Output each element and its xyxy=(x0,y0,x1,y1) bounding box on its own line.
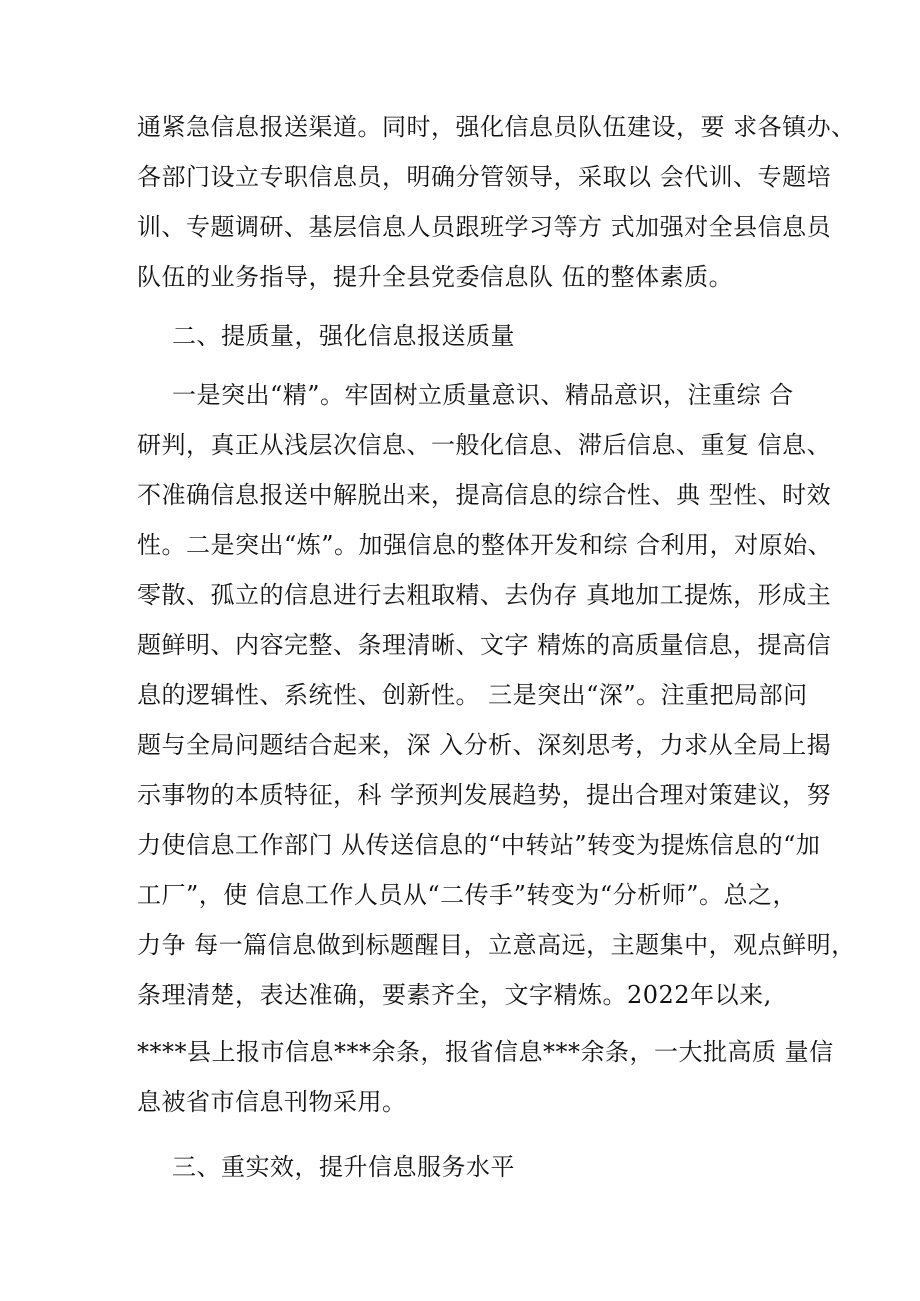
text-line: 零散、孤立的信息进行去粗取精、去伪存 真地加工提炼，形成主 xyxy=(137,581,832,609)
text-line: 各部门设立专职信息员，明确分管领导，采取以 会代训、专题培 xyxy=(137,163,832,191)
text-line: 示事物的本质特征，科 学预判发展趋势，提出合理对策建议，努 xyxy=(137,781,832,809)
text-line: 力争 每一篇信息做到标题醒目，立意高远，主题集中，观点鲜明， xyxy=(137,931,856,959)
section-heading: 三、重实效，提升信息服务水平 xyxy=(172,1153,515,1181)
text-line: 性。二是突出“炼”。加强信息的整体开发和综 合利用，对原始、 xyxy=(137,531,833,559)
text-line: 力使信息工作部门 从传送信息的“中转站”转变为提炼信息的“加 xyxy=(137,831,821,859)
text-line: 训、专题调研、基层信息人员跟班学习等方 式加强对全县信息员 xyxy=(137,213,832,241)
text-line: 题鲜明、内容完整、条理清晰、文字 精炼的高质量信息，提高信 xyxy=(137,631,832,659)
text-line: 息的逻辑性、系统性、创新性。 三是突出“深”。注重把局部问 xyxy=(137,681,808,709)
text-line: 队伍的业务指导，提升全县党委信息队 伍的整体素质。 xyxy=(137,263,734,291)
text-line: 工厂”，使 信息工作人员从“二传手”转变为“分析师”。总之， xyxy=(137,881,797,909)
text-line: 不准确信息报送中解脱出来，提高信息的综合性、典 型性、时效 xyxy=(137,481,832,509)
text-line: 通紧急信息报送渠道。同时，强化信息员队伍建设，要 求各镇办、 xyxy=(137,113,856,141)
text-line: 题与全局问题结合起来，深 入分析、深刻思考，力求从全局上揭 xyxy=(137,731,832,759)
section-heading: 二、提质量，强化信息报送质量 xyxy=(172,322,515,350)
text-line: 研判，真正从浅层次信息、一般化信息、滞后信息、重复 信息、 xyxy=(137,431,832,459)
text-line: 一是突出“精”。牢固树立质量意识、精品意识，注重综 合 xyxy=(172,381,794,409)
text-line: ****县上报市信息***余条，报省信息***余条，一大批高质 量信 xyxy=(137,1038,834,1066)
text-line: 条理清楚，表达准确，要素齐全，文字精炼。2022年以来, xyxy=(137,981,772,1009)
text-line: 息被省市信息刊物采用。 xyxy=(137,1088,407,1116)
